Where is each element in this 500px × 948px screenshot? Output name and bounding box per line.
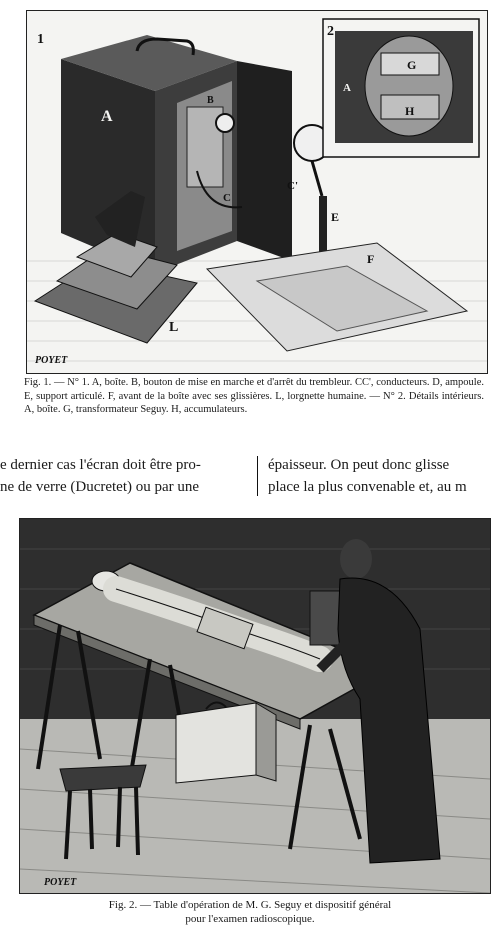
label-d: D [297, 114, 308, 129]
label-l: L [169, 320, 179, 335]
body-line: épaisseur. On peut donc glisse [268, 457, 450, 473]
body-text-left-column [0, 454, 252, 498]
engraver-signature-1: POYET [35, 355, 68, 366]
label-a: A [101, 108, 113, 125]
figure-1-engraving [27, 11, 487, 373]
panel-1-number: 1 [37, 32, 44, 47]
body-line: place la plus convenable et, au m [268, 479, 467, 495]
panel-2-number: 2 [327, 24, 334, 39]
body-line: ne de verre (Ducretet) ou par une [0, 479, 200, 495]
label-f: F [367, 252, 375, 266]
figure-1-illustration [26, 10, 488, 374]
figure-2-caption [0, 898, 500, 926]
caption-line: pour l'examen radioscopique. [185, 913, 315, 925]
figure-2-engraving [20, 519, 490, 893]
engraver-signature-2: POYET [44, 877, 77, 888]
label-e: E [331, 210, 340, 224]
caption-line: Fig. 2. — Table d'opération de M. G. Seguy et dispositif général [108, 899, 392, 911]
figure-2-illustration [19, 518, 491, 894]
label-b: B [207, 95, 214, 106]
body-line: e dernier cas l'écran doit être pro- [0, 457, 201, 473]
panel-2-label-h: H [405, 104, 415, 118]
label-c-prime: C' [287, 180, 298, 192]
body-text-right-column [268, 454, 500, 498]
panel-2-label-g: G [407, 58, 417, 72]
figure-1-caption: Fig. 1. — N° 1. A, boîte. B, bouton de mise en marche et d'arrêt du trembleur. CC', conducteurs. D, ampoule. E, support articulé. F, avant de la boîte avec ses glissières. L, lorgnette humaine. — N° 2. Détails intérieurs. A, boîte. G, transformateur Seguy. H, accumulateurs. [24, 377, 484, 415]
column-rule [257, 456, 258, 496]
panel-2-label-a: A [343, 82, 351, 94]
label-c: C [223, 192, 231, 204]
